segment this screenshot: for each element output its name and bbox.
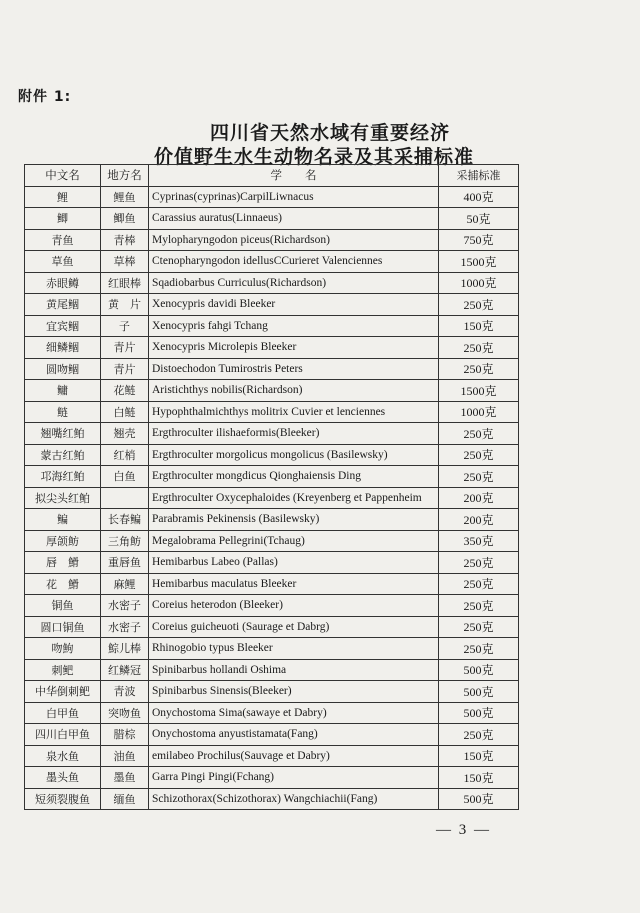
cell-scientific-name: emilabeo Prochilus(Sauvage et Dabry) xyxy=(149,745,439,767)
table-row xyxy=(25,487,519,509)
cell-catch-standard: 250克 xyxy=(439,466,519,488)
cell-local-name: 红鳞冠 xyxy=(101,659,149,681)
cell-catch-standard: 200克 xyxy=(439,509,519,531)
cell-chinese-name: 鲤 xyxy=(25,186,101,208)
cell-local-name: 水密子 xyxy=(101,616,149,638)
header-local-name: 地方名 xyxy=(101,165,149,187)
header-chinese-name: 中文名 xyxy=(25,165,101,187)
cell-scientific-name: Megalobrama Pellegrini(Tchaug) xyxy=(149,530,439,552)
cell-catch-standard: 250克 xyxy=(439,423,519,445)
cell-chinese-name: 厚颌鲂 xyxy=(25,530,101,552)
cell-scientific-name: Hemibarbus Labeo (Pallas) xyxy=(149,552,439,574)
cell-chinese-name: 鳙 xyxy=(25,380,101,402)
cell-local-name: 鲫鱼 xyxy=(101,208,149,230)
document-title-line1: 四川省天然水域有重要经济 xyxy=(209,122,450,144)
cell-local-name: 红梢 xyxy=(101,444,149,466)
cell-scientific-name: Onychostoma anyustistamata(Fang) xyxy=(149,724,439,746)
cell-chinese-name: 圆口铜鱼 xyxy=(25,616,101,638)
cell-catch-standard: 150克 xyxy=(439,767,519,789)
cell-local-name: 缅鱼 xyxy=(101,788,149,810)
table-row xyxy=(25,616,519,638)
cell-chinese-name: 蒙古红鲌 xyxy=(25,444,101,466)
cell-chinese-name: 墨头鱼 xyxy=(25,767,101,789)
cell-chinese-name: 白甲鱼 xyxy=(25,702,101,724)
cell-scientific-name: Spinibarbus Sinensis(Bleeker) xyxy=(149,681,439,703)
cell-catch-standard: 250克 xyxy=(439,573,519,595)
cell-scientific-name: Xenocypris Microlepis Bleeker xyxy=(149,337,439,359)
cell-scientific-name: Ergthroculter Oxycephaloides (Kreyenberg et Pappenheim xyxy=(149,487,439,509)
cell-catch-standard: 200克 xyxy=(439,487,519,509)
cell-chinese-name: 短须裂腹鱼 xyxy=(25,788,101,810)
cell-catch-standard: 250克 xyxy=(439,337,519,359)
cell-catch-standard: 250克 xyxy=(439,616,519,638)
cell-local-name: 白鲢 xyxy=(101,401,149,423)
table-row xyxy=(25,444,519,466)
header-scientific-name: 学 名 xyxy=(149,165,439,187)
cell-local-name: 青棒 xyxy=(101,229,149,251)
cell-chinese-name: 刺鲃 xyxy=(25,659,101,681)
cell-local-name: 花鲢 xyxy=(101,380,149,402)
species-table xyxy=(24,164,519,810)
cell-catch-standard: 50克 xyxy=(439,208,519,230)
cell-scientific-name: Sqadiobarbus Curriculus(Richardson) xyxy=(149,272,439,294)
table-header-row xyxy=(25,165,519,187)
cell-chinese-name: 四川白甲鱼 xyxy=(25,724,101,746)
cell-local-name: 青片 xyxy=(101,358,149,380)
cell-scientific-name: Carassius auratus(Linnaeus) xyxy=(149,208,439,230)
cell-scientific-name: Xenocypris fahgi Tchang xyxy=(149,315,439,337)
table-row xyxy=(25,724,519,746)
cell-catch-standard: 350克 xyxy=(439,530,519,552)
cell-chinese-name: 青鱼 xyxy=(25,229,101,251)
cell-scientific-name: Onychostoma Sima(sawaye et Dabry) xyxy=(149,702,439,724)
cell-chinese-name: 中华倒刺鲃 xyxy=(25,681,101,703)
table-row xyxy=(25,208,519,230)
cell-local-name: 麻鲤 xyxy=(101,573,149,595)
cell-catch-standard: 1000克 xyxy=(439,401,519,423)
table-row xyxy=(25,788,519,810)
table-row xyxy=(25,186,519,208)
cell-local-name: 白鱼 xyxy=(101,466,149,488)
header-catch-standard: 采捕标准 xyxy=(439,165,519,187)
table-body xyxy=(25,186,519,810)
table-row xyxy=(25,552,519,574)
table-row xyxy=(25,251,519,273)
cell-catch-standard: 1500克 xyxy=(439,380,519,402)
cell-scientific-name: Ergthroculter morgolicus mongolicus (Basilewsky) xyxy=(149,444,439,466)
cell-scientific-name: Mylopharyngodon piceus(Richardson) xyxy=(149,229,439,251)
cell-catch-standard: 250克 xyxy=(439,724,519,746)
cell-local-name: 重唇鱼 xyxy=(101,552,149,574)
cell-catch-standard: 250克 xyxy=(439,552,519,574)
cell-chinese-name: 鲫 xyxy=(25,208,101,230)
cell-scientific-name: Parabramis Pekinensis (Basilewsky) xyxy=(149,509,439,531)
cell-scientific-name: Coreius heterodon (Bleeker) xyxy=(149,595,439,617)
cell-local-name: 水密子 xyxy=(101,595,149,617)
table-row xyxy=(25,358,519,380)
cell-chinese-name: 赤眼鳟 xyxy=(25,272,101,294)
cell-catch-standard: 400克 xyxy=(439,186,519,208)
cell-chinese-name: 邛海红鲌 xyxy=(25,466,101,488)
cell-scientific-name: Garra Pingi Pingi(Fchang) xyxy=(149,767,439,789)
table-row xyxy=(25,702,519,724)
cell-local-name: 腊棕 xyxy=(101,724,149,746)
cell-scientific-name: Coreius guicheuoti (Saurage et Dabrg) xyxy=(149,616,439,638)
cell-local-name: 草棒 xyxy=(101,251,149,273)
cell-catch-standard: 500克 xyxy=(439,659,519,681)
cell-chinese-name: 拟尖头红鲌 xyxy=(25,487,101,509)
cell-catch-standard: 250克 xyxy=(439,638,519,660)
table-row xyxy=(25,272,519,294)
cell-scientific-name: Ergthroculter ilishaeformis(Bleeker) xyxy=(149,423,439,445)
cell-scientific-name: Xenocypris davidi Bleeker xyxy=(149,294,439,316)
cell-chinese-name: 鳊 xyxy=(25,509,101,531)
cell-catch-standard: 250克 xyxy=(439,444,519,466)
table-row xyxy=(25,745,519,767)
table-row xyxy=(25,294,519,316)
cell-scientific-name: Ergthroculter mongdicus Qionghaiensis Ding xyxy=(149,466,439,488)
cell-chinese-name: 铜鱼 xyxy=(25,595,101,617)
cell-local-name xyxy=(101,487,149,509)
cell-catch-standard: 1000克 xyxy=(439,272,519,294)
table-row xyxy=(25,681,519,703)
table-row xyxy=(25,229,519,251)
cell-scientific-name: Cyprinas(cyprinas)CarpilLiwnacus xyxy=(149,186,439,208)
cell-local-name: 长春鳊 xyxy=(101,509,149,531)
cell-catch-standard: 500克 xyxy=(439,702,519,724)
cell-catch-standard: 1500克 xyxy=(439,251,519,273)
cell-chinese-name: 细鳞鲴 xyxy=(25,337,101,359)
cell-local-name: 油鱼 xyxy=(101,745,149,767)
cell-local-name: 翘壳 xyxy=(101,423,149,445)
cell-catch-standard: 500克 xyxy=(439,681,519,703)
table-row xyxy=(25,573,519,595)
table-row xyxy=(25,401,519,423)
cell-chinese-name: 鲢 xyxy=(25,401,101,423)
cell-chinese-name: 唇 䱻 xyxy=(25,552,101,574)
cell-catch-standard: 250克 xyxy=(439,358,519,380)
table-row xyxy=(25,530,519,552)
cell-chinese-name: 宜宾鲴 xyxy=(25,315,101,337)
cell-local-name: 青片 xyxy=(101,337,149,359)
cell-local-name: 子 xyxy=(101,315,149,337)
cell-local-name: 黄 片 xyxy=(101,294,149,316)
table-row xyxy=(25,659,519,681)
cell-catch-standard: 750克 xyxy=(439,229,519,251)
cell-scientific-name: Schizothorax(Schizothorax) Wangchiachii(Fang) xyxy=(149,788,439,810)
cell-scientific-name: Hemibarbus maculatus Bleeker xyxy=(149,573,439,595)
cell-chinese-name: 圆吻鲴 xyxy=(25,358,101,380)
cell-local-name: 红眼棒 xyxy=(101,272,149,294)
table-row xyxy=(25,337,519,359)
table-row xyxy=(25,638,519,660)
table-row xyxy=(25,509,519,531)
table-row xyxy=(25,380,519,402)
attachment-label: 附件 1: xyxy=(18,89,72,105)
cell-local-name: 鲤鱼 xyxy=(101,186,149,208)
cell-local-name: 青波 xyxy=(101,681,149,703)
cell-catch-standard: 150克 xyxy=(439,315,519,337)
cell-scientific-name: Distoechodon Tumirostris Peters xyxy=(149,358,439,380)
cell-scientific-name: Hypophthalmichthys molitrix Cuvier et lenciennes xyxy=(149,401,439,423)
table-row xyxy=(25,423,519,445)
cell-chinese-name: 翘嘴红鲌 xyxy=(25,423,101,445)
cell-local-name: 突吻鱼 xyxy=(101,702,149,724)
cell-catch-standard: 150克 xyxy=(439,745,519,767)
cell-scientific-name: Spinibarbus hollandi Oshima xyxy=(149,659,439,681)
cell-chinese-name: 花 䱻 xyxy=(25,573,101,595)
table-row xyxy=(25,466,519,488)
cell-local-name: 三角鲂 xyxy=(101,530,149,552)
page-number: — 3 — xyxy=(436,822,491,838)
cell-scientific-name: Aristichthys nobilis(Richardson) xyxy=(149,380,439,402)
cell-catch-standard: 500克 xyxy=(439,788,519,810)
cell-chinese-name: 草鱼 xyxy=(25,251,101,273)
cell-scientific-name: Rhinogobio typus Bleeker xyxy=(149,638,439,660)
cell-local-name: 墨鱼 xyxy=(101,767,149,789)
table-row xyxy=(25,767,519,789)
cell-scientific-name: Ctenopharyngodon idellusCCurieret Valenciennes xyxy=(149,251,439,273)
cell-chinese-name: 吻鮈 xyxy=(25,638,101,660)
table-row xyxy=(25,315,519,337)
cell-catch-standard: 250克 xyxy=(439,595,519,617)
cell-chinese-name: 泉水鱼 xyxy=(25,745,101,767)
cell-local-name: 鯮儿棒 xyxy=(101,638,149,660)
table-row xyxy=(25,595,519,617)
document-title-line2: 价值野生水生动物名录及其采捕标准 xyxy=(153,146,474,168)
cell-catch-standard: 250克 xyxy=(439,294,519,316)
cell-chinese-name: 黄尾鲴 xyxy=(25,294,101,316)
